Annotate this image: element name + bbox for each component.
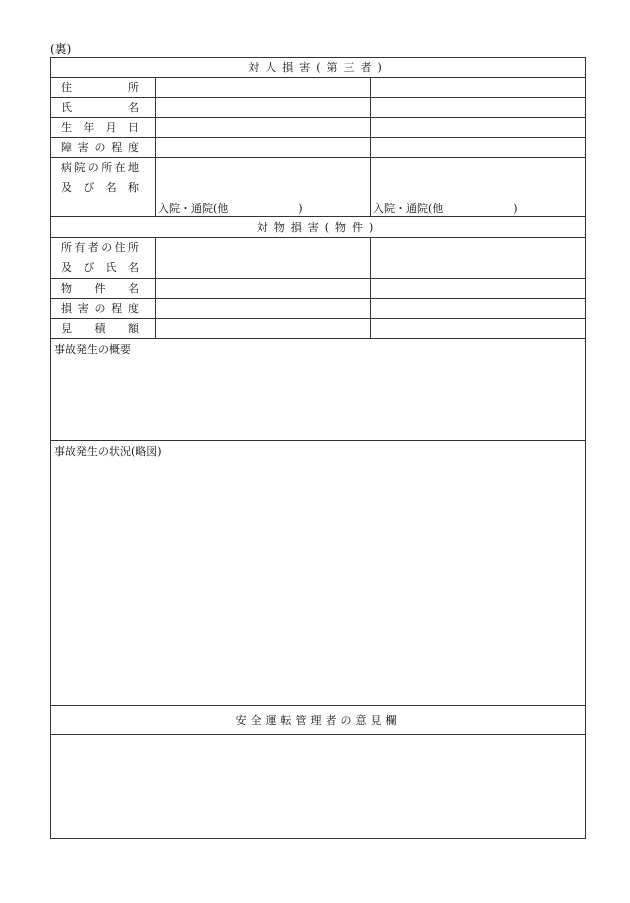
accident-situation-box[interactable] [51,441,586,706]
section-personal-damage: 対人損害(第三者) [51,58,586,78]
field-item-party2[interactable] [371,279,586,299]
field-hospital-party1[interactable] [156,158,371,217]
field-owner-party1[interactable] [156,238,371,279]
page-side-mark: (裏) [50,42,72,56]
label-address: 住所 [51,78,156,98]
field-name-party2[interactable] [371,98,586,118]
label-hospital-line2: 及び名称 [61,181,139,194]
section-property-damage: 対物損害(物件) [51,217,586,238]
hospital-note-party1: 入院・通院(他 ) [158,202,303,215]
label-injury-degree: 障害の程度 [51,138,156,158]
accident-report-back-form [50,57,586,839]
field-hospital-party2[interactable] [371,158,586,217]
label-name: 氏名 [51,98,156,118]
field-birthdate-party2[interactable] [371,118,586,138]
section-safety-manager-opinion: 安全運転管理者の意見欄 [51,706,586,735]
field-injury-party2[interactable] [371,138,586,158]
field-injury-party1[interactable] [156,138,371,158]
field-estimate-party2[interactable] [371,319,586,339]
field-estimate-party1[interactable] [156,319,371,339]
label-owner-line2: 及び氏名 [61,261,139,274]
field-damage-party2[interactable] [371,299,586,319]
label-estimate: 見積額 [51,319,156,339]
label-birthdate: 生年月日 [51,118,156,138]
label-owner [51,238,156,279]
field-address-party1[interactable] [156,78,371,98]
field-item-party1[interactable] [156,279,371,299]
label-hospital-line1: 病院の所在地 [61,161,139,174]
accident-situation-label: 事故発生の状況(略図) [54,445,162,458]
field-name-party1[interactable] [156,98,371,118]
field-address-party2[interactable] [371,78,586,98]
field-owner-party2[interactable] [371,238,586,279]
field-birthdate-party1[interactable] [156,118,371,138]
accident-summary-label: 事故発生の概要 [54,343,131,356]
opinion-box[interactable] [51,735,586,839]
hospital-note-party2: 入院・通院(他 ) [373,202,518,215]
field-damage-party1[interactable] [156,299,371,319]
label-item-name: 物件名 [51,279,156,299]
label-hospital [51,158,156,217]
label-owner-line1: 所有者の住所 [61,241,139,254]
label-damage-degree: 損害の程度 [51,299,156,319]
accident-summary-box[interactable] [51,339,586,441]
